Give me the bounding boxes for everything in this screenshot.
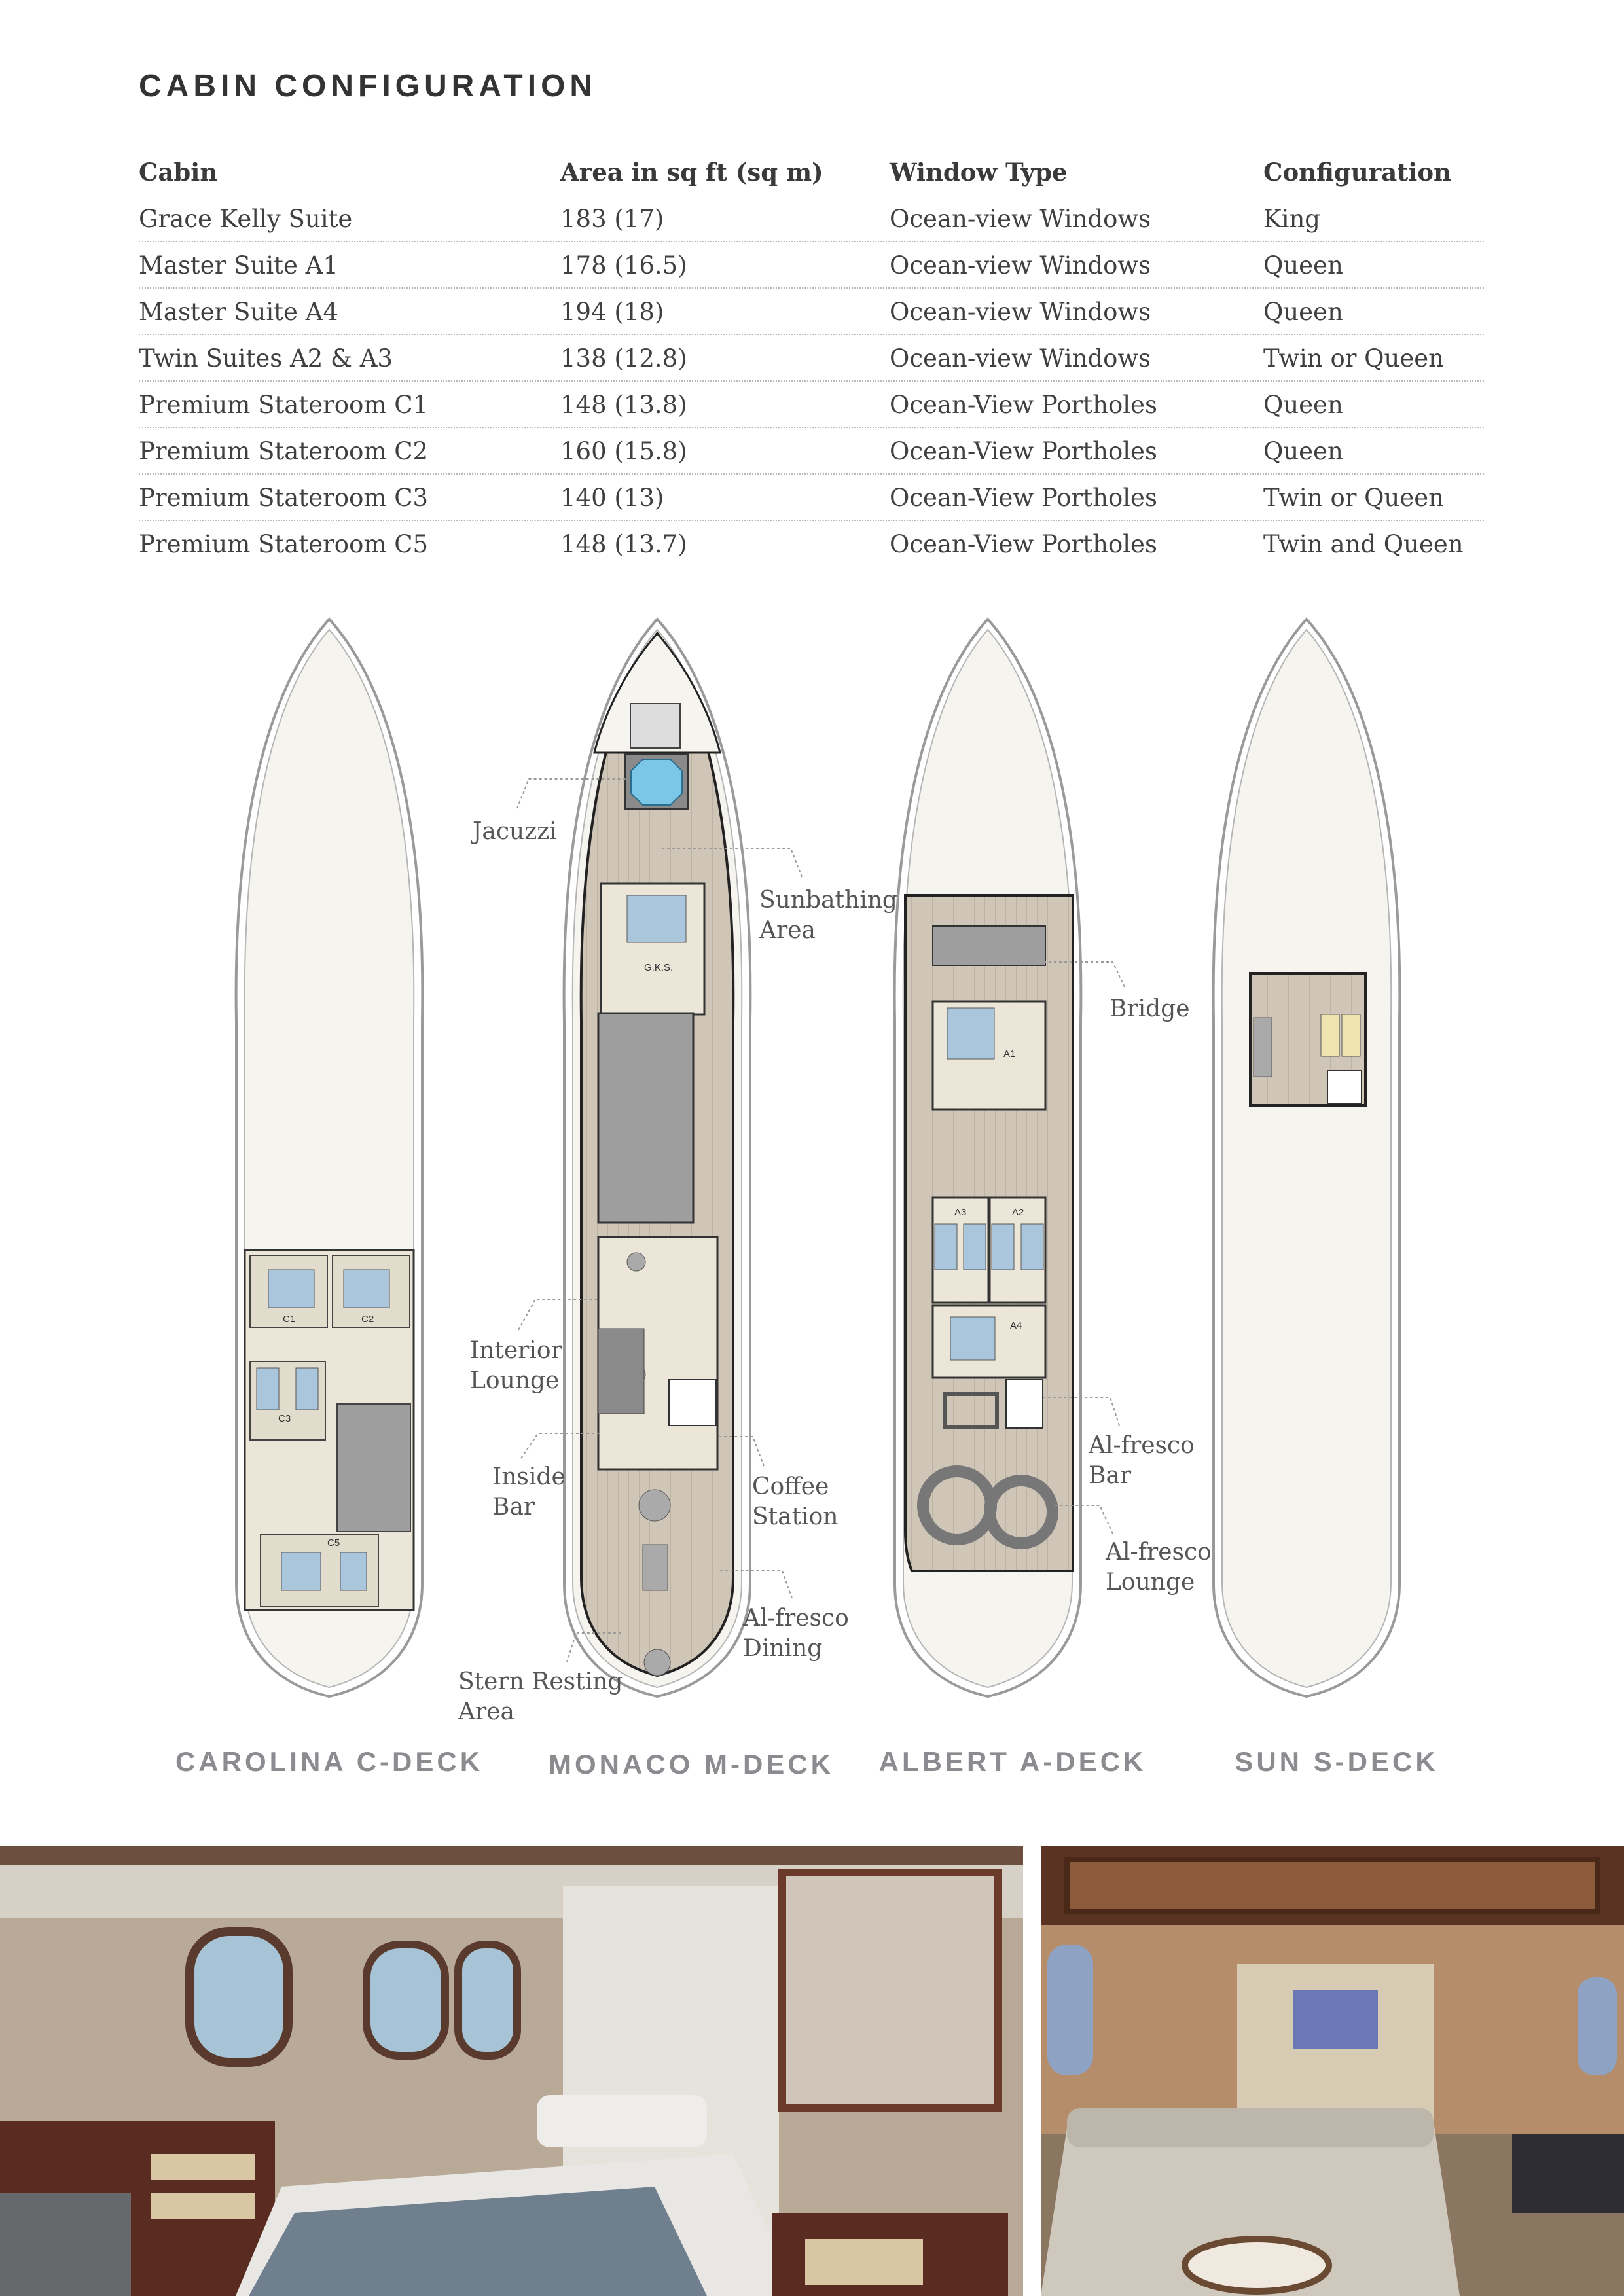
cabin-config: King (1263, 205, 1320, 233)
stairs-icon (1327, 1071, 1362, 1103)
cabin-config: Twin or Queen (1263, 344, 1444, 372)
deck-name-monaco: MONACO M-DECK (549, 1749, 834, 1780)
cabin-area: 194 (18) (560, 298, 664, 326)
deck-name-sun: SUN S-DECK (1235, 1746, 1439, 1777)
cabin-window: Ocean-View Portholes (890, 391, 1157, 419)
room-label-c3: C3 (278, 1413, 291, 1424)
cabin-name: Premium Stateroom C5 (139, 530, 429, 558)
cabin-name: Master Suite A4 (139, 298, 338, 326)
stern-seat-icon (644, 1649, 670, 1676)
inside-bar-counter (598, 1329, 644, 1414)
deck-name-albert: ALBERT A-DECK (878, 1746, 1147, 1777)
bed-icon (340, 1552, 367, 1590)
bed-icon (950, 1317, 995, 1360)
cabin-window: Ocean-view Windows (890, 298, 1151, 326)
cabin-config: Twin and Queen (1263, 530, 1464, 558)
label-sunbathing-line1: Sunbathing (759, 887, 897, 914)
label-coffee-line2: Station (752, 1503, 839, 1530)
jacuzzi-water (631, 759, 682, 805)
cabin-config: Queen (1263, 298, 1343, 326)
photo-stateroom (0, 1846, 1023, 2296)
cabin-name: Premium Stateroom C1 (139, 391, 429, 419)
room-label-gks: G.K.S. (644, 962, 674, 973)
cabin-name: Grace Kelly Suite (139, 205, 353, 233)
cabin-config: Queen (1263, 251, 1343, 279)
label-alfresco-lounge-line2: Lounge (1106, 1569, 1195, 1596)
carolina-engine-block (337, 1404, 410, 1532)
cabin-area: 148 (13.8) (560, 391, 687, 419)
bed-icon (268, 1270, 314, 1308)
cabin-config: Twin or Queen (1263, 484, 1444, 512)
bed-icon (344, 1270, 389, 1308)
room-label-a4: A4 (1010, 1320, 1022, 1331)
monaco-engine-casing (598, 1013, 693, 1223)
cabin-window: Ocean-View Portholes (890, 530, 1157, 558)
bed-icon (296, 1368, 318, 1410)
bed-icon (992, 1224, 1014, 1270)
cabin-area: 178 (16.5) (560, 251, 687, 279)
label-alfresco-lounge-line1: Al-fresco (1106, 1539, 1212, 1566)
cabin-area: 160 (15.8) (560, 437, 687, 465)
label-alfresco-dining-line1: Al-fresco (743, 1605, 849, 1632)
sun-hull-inner (1222, 630, 1392, 1687)
sun-lounger-icon (630, 704, 680, 748)
room-label-c2: C2 (361, 1314, 374, 1325)
cabin-area: 140 (13) (560, 484, 664, 512)
lounge-photo-art (1041, 1846, 1624, 2296)
label-coffee-line1: Coffee (752, 1473, 829, 1500)
bed-icon (1021, 1224, 1043, 1270)
room-label-c1: C1 (283, 1314, 296, 1325)
bed-icon (964, 1224, 986, 1270)
bed-icon (947, 1008, 994, 1059)
sun-deck-plan (1214, 619, 1400, 1696)
bed-icon (281, 1552, 321, 1590)
cabin-window: Ocean-view Windows (890, 205, 1151, 233)
albert-deck-plan (895, 619, 1081, 1696)
bed-icon (257, 1368, 279, 1410)
label-alfresco-bar-line2: Bar (1089, 1462, 1132, 1489)
carolina-deck-plan (236, 619, 423, 1696)
cabin-window: Ocean-View Portholes (890, 484, 1157, 512)
room-label-a1: A1 (1003, 1049, 1016, 1060)
dining-table-icon (643, 1545, 668, 1590)
label-alfresco-dining-line2: Dining (743, 1635, 823, 1662)
label-interior-lounge-line2: Lounge (470, 1367, 560, 1394)
header-configuration: Configuration (1263, 158, 1451, 187)
photo-lounge (1041, 1846, 1624, 2296)
cabin-area: 138 (12.8) (560, 344, 687, 372)
room-label-a3: A3 (954, 1207, 967, 1218)
label-jacuzzi: Jacuzzi (473, 818, 557, 845)
sun-lounger-icon (1321, 1014, 1339, 1056)
label-stern-resting-line2: Area (458, 1698, 514, 1725)
table-icon (627, 1253, 645, 1271)
bed-icon (627, 895, 686, 942)
stairs-icon (669, 1380, 716, 1426)
cabin-name: Premium Stateroom C2 (139, 437, 429, 465)
stairs-icon (1006, 1380, 1043, 1428)
cabin-area: 183 (17) (560, 205, 664, 233)
label-interior-lounge-line1: Interior (470, 1337, 562, 1364)
deck-name-carolina: CAROLINA C-DECK (175, 1746, 484, 1777)
room-label-a2: A2 (1012, 1207, 1024, 1218)
label-inside-bar-line1: Inside (492, 1463, 566, 1490)
page-title: CABIN CONFIGURATION (139, 69, 598, 103)
header-cabin: Cabin (139, 158, 218, 187)
label-bridge: Bridge (1110, 996, 1190, 1022)
cabin-window: Ocean-View Portholes (890, 437, 1157, 465)
label-alfresco-bar-line1: Al-fresco (1089, 1432, 1195, 1459)
sofa-icon (1254, 1018, 1272, 1077)
cabin-name: Premium Stateroom C3 (139, 484, 429, 512)
label-stern-resting-line1: Stern Resting (458, 1668, 623, 1695)
cabin-window: Ocean-view Windows (890, 251, 1151, 279)
cabin-area: 148 (13.7) (560, 530, 687, 558)
monaco-deck-plan (564, 619, 751, 1696)
header-window-type: Window Type (890, 158, 1068, 187)
cabin-config: Queen (1263, 391, 1343, 419)
cabin-config: Queen (1263, 437, 1343, 465)
room-label-c5: C5 (327, 1537, 340, 1549)
bridge-room (933, 926, 1045, 965)
cabin-name: Twin Suites A2 & A3 (139, 344, 393, 372)
label-sunbathing-line2: Area (759, 917, 816, 944)
bed-icon (935, 1224, 957, 1270)
cabin-window: Ocean-view Windows (890, 344, 1151, 372)
label-inside-bar-line2: Bar (492, 1494, 535, 1520)
dining-table-icon (639, 1490, 670, 1521)
sun-lounger-icon (1342, 1014, 1360, 1056)
header-area: Area in sq ft (sq m) (560, 158, 823, 187)
cabin-name: Master Suite A1 (139, 251, 338, 279)
stateroom-photo-art (0, 1846, 1023, 2296)
